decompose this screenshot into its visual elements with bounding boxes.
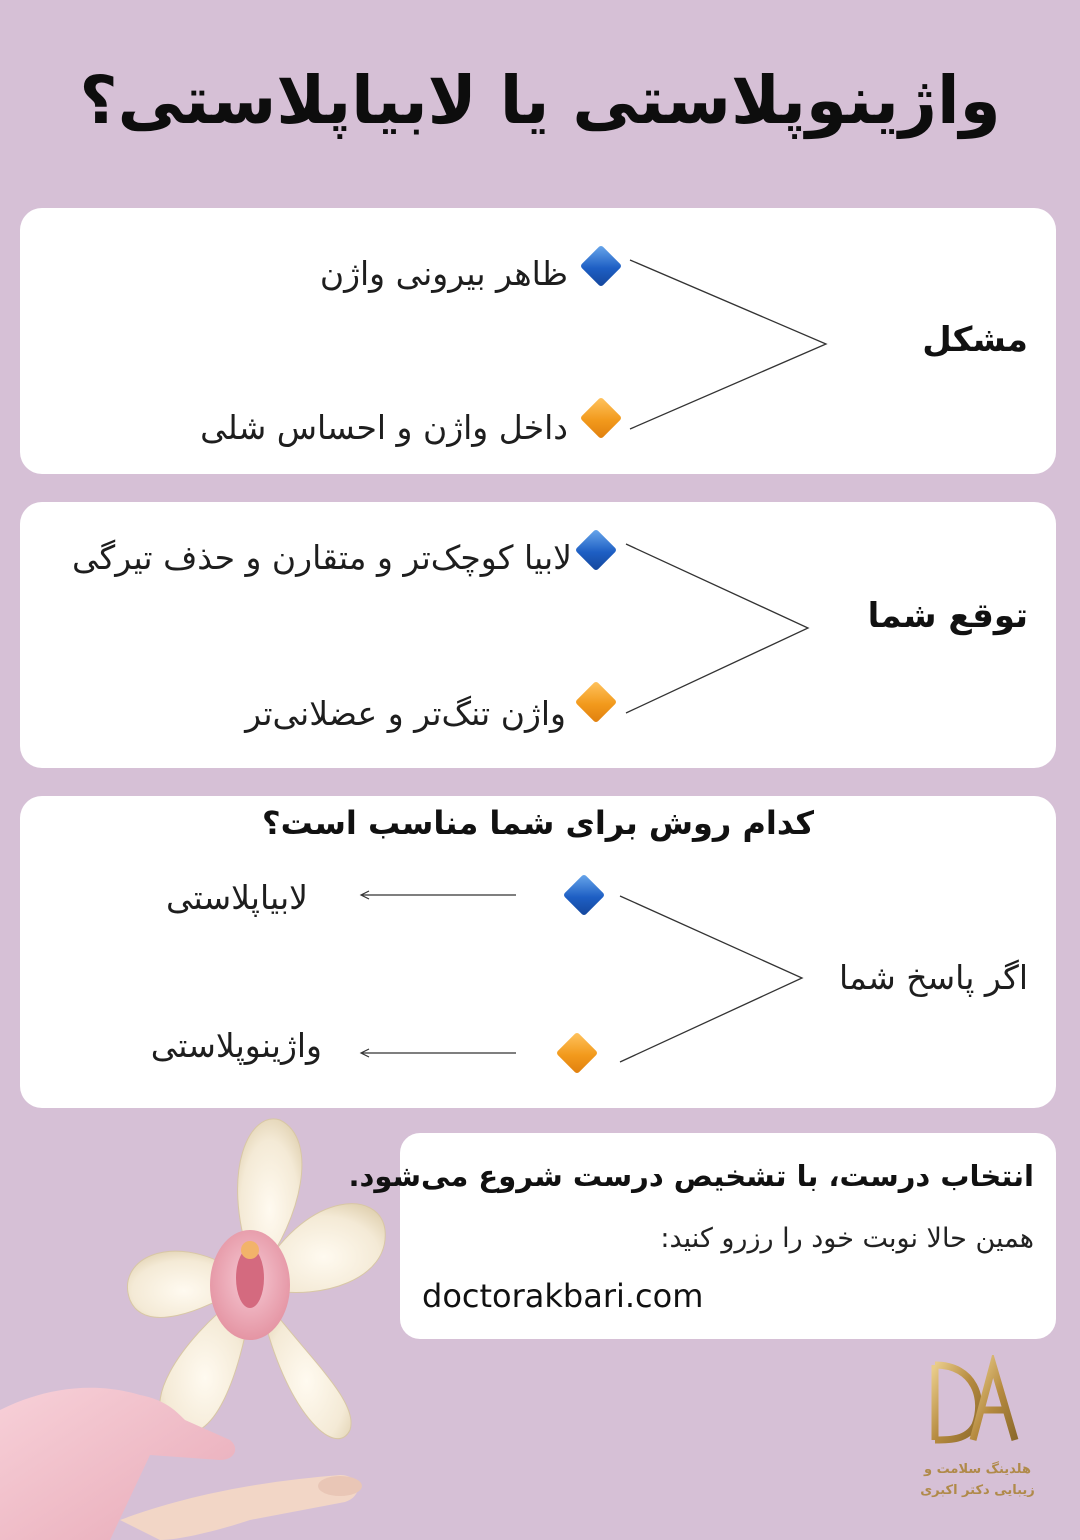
brand-caption-line2: زیبایی دکتر اکبری	[920, 1483, 1035, 1498]
monogram-icon	[915, 1355, 1040, 1455]
method-result-labiaplasty: لابیاپلاستی	[165, 878, 308, 917]
expectation-item-labia: لابیا کوچک‌تر و متقارن و حذف تیرگی	[72, 538, 572, 577]
problem-card	[20, 208, 1056, 474]
method-question: کدام روش برای شما مناسب است؟	[262, 804, 814, 842]
expectation-item-vagina: واژن تنگ‌تر و عضلانی‌تر	[245, 694, 566, 733]
problem-item-outer: ظاهر بیرونی واژن	[319, 254, 568, 293]
cta-headline: انتخاب درست، با تشخیص درست شروع می‌شود.	[348, 1159, 1034, 1193]
page-title: واژینوپلاستی یا لابیاپلاستی؟	[79, 62, 1001, 139]
method-card	[20, 796, 1056, 1108]
problem-label: مشکل	[922, 320, 1028, 360]
expectation-card	[20, 502, 1056, 768]
problem-item-inner: داخل واژن و احساس شلی	[200, 408, 568, 447]
cta-subtext: همین حالا نوبت خود را رزرو کنید:	[660, 1223, 1034, 1254]
cta-card	[348, 1133, 1056, 1339]
brand-logo	[915, 1355, 1040, 1505]
brand-caption-line1: هلدینگ سلامت و	[924, 1462, 1031, 1477]
method-label: اگر پاسخ شما	[838, 958, 1028, 997]
orchid-illustration	[0, 1110, 400, 1540]
website-link[interactable]: doctorakbari.com	[422, 1277, 704, 1315]
method-result-vaginoplasty: واژینوپلاستی	[150, 1026, 322, 1065]
expectation-label: توقع شما	[867, 596, 1028, 636]
